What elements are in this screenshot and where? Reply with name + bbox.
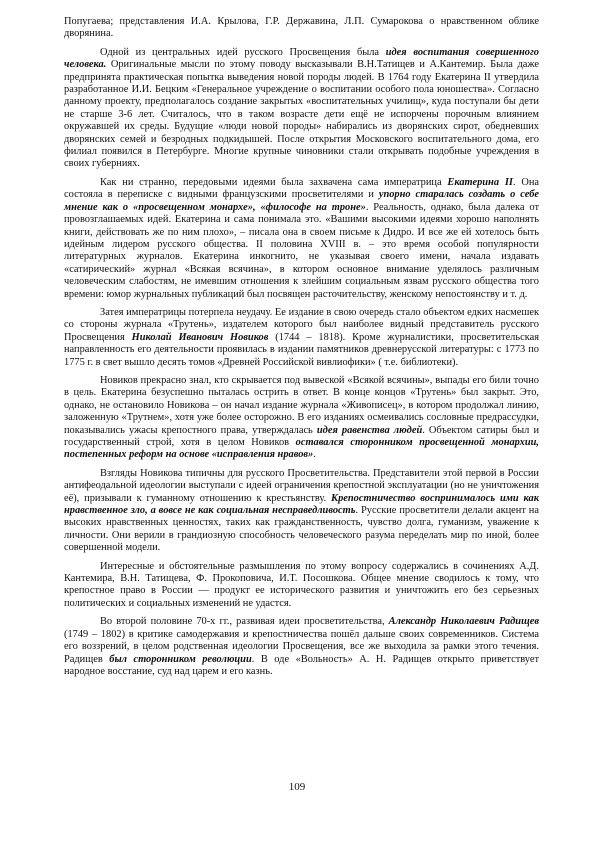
body-text: Одной из центральных идей русского Просвещения была: [100, 46, 386, 58]
paragraph-6: [64, 468, 539, 555]
body-text: (1749 – 1802) в критике самодержавия и крепостничества пошёл дальше своих современников. Система его воззрений, в целом родственная идеологии Просвещения, все же выходила за рамки этого течения. Радищев: [64, 628, 539, 665]
paragraph-7: [64, 561, 539, 611]
body-text: Взгляды Новикова типичны для русского Просветительства. Представители этой первой в России антифеодальной идеологии выступали с идеей ограничения крепостной эксплуатации (но не уничтожения её), призывали к гуманному отношению к крестьянству.: [64, 467, 539, 504]
body-text: Как ни странно, передовыми идеями была захвачена сама императрица: [100, 176, 448, 188]
body-text: . Она состояла в переписке с видными французскими просветителями и: [64, 176, 539, 201]
text-column: [64, 16, 539, 678]
body-text: . Русские просветители делали акцент на высоких нравственных ценностях, таких как гражданственность, чувство долга, гуманизм, уважение к личности. Они верили в грандиозную способность человеческого разума переделать мир по иной, более совершенной модели.: [64, 505, 539, 554]
body-text: Попугаева; представления И.А. Крылова, Г.Р. Державина, Л.П. Сумарокова о нравственном облике дворянина.: [64, 16, 539, 40]
emphasis-text: оставался сторонником просвещенной монархии, постепенных реформ на основе «исправления нравов»: [64, 437, 539, 461]
emphasis-text: Александр Николаевич Радищев: [388, 616, 539, 628]
paragraph-5: [64, 375, 539, 462]
paragraph-3: [64, 177, 539, 301]
emphasis-text: Николай Иванович Новиков: [131, 331, 269, 343]
body-text: Интересные и обстоятельные размышления по этому вопросу содержались в сочинениях А.Д. Кантемира, В.Н. Татищева, Ф. Прокоповича, И.Т. Посошкова. Общее мнение сводилось к тому, что крепостное право в России — продукт ее исторического развития и уничтожить его без серьезных политических и социальных изменений не удастся.: [64, 560, 539, 609]
body-text: . Реальность, однако, была далека от провозглашаемых идей. Екатерина и сама понимала это. «Вашими высокими идеями хорошо наполнять книги, действовать же по ним плохо», – писала она в своем письме к Дидро. И все же ей хотелось быть идейным лидером русского общества. II половина XVIII в. – это время особой популярности литературных журналов. Екатерина инкогнито, не указывая своего имени, начала издавать «сатирический» журнал «Всякая всячина», в котором основное внимание уделялось различным человеческим слабостям, не имевшим отношения к злейшим социальным язвам русского общества того времени: юмор журнальных публикаций был посвящен расточительству, женскому непостоянству и т. д.: [64, 201, 539, 300]
paragraph-1: [64, 16, 539, 41]
body-text: Во второй половине 70-х гг., развивая идеи просветительства,: [100, 616, 389, 628]
paragraph-4: [64, 307, 539, 369]
paragraph-8: [64, 616, 539, 678]
paragraph-2: [64, 47, 539, 171]
body-text: Оригинальные мысли по этому поводу высказывали В.Н.Татищев и А.Кантемир. Была даже предпринята практическая попытка выведения новой породы людей. В 1764 году Екатерина II утвердила разработанное И.И. Бецким «Генеральное учреждение о воспитании особого пола юношества». Согласно данному проекту, предполагалось создание закрытых «воспитательных училищ», куда поступали бы дети не старше 3-6 лет. Считалось, что в таком возрасте дети ещё не испорчены порочным влиянием окружавшей их среды. Будущие «люди новой породы» набирались из дворянских сирот, обедневших дворянских семей и безродных подкидышей. После открытия Московского воспитательного дома, его филиал появился в Петербурге. Многие крупные чиновники стали открывать подобные учреждения в своих губерниях.: [64, 59, 539, 170]
emphasis-text: был сторонником революции: [109, 653, 252, 665]
emphasis-text: идея воспитания совершенного человека.: [64, 46, 539, 71]
emphasis-text: идея равенства людей: [316, 424, 423, 436]
page-number: 109: [288, 781, 306, 793]
body-text: Затея императрицы потерпела неудачу. Ее издание в свою очередь стало объектом едких насмешек со стороны журнала «Трутень», издателем которого был наиболее видный представитель русского Просвещения: [64, 306, 539, 343]
body-text: Новиков прекрасно знал, кто скрывается под вывеской «Всякой всячины», выпады его били точно в цель. Екатерина безуспешно пыталась острить в ответ. В конце концов «Трутень» был закрыт. Это, однако, не остановило Новикова – он начал издание журнала «Живописец», в котором продолжал линию, заложенную «Трутнем», хотя уже более осторожно. В его изданиях осмеивались сословные предрассудки, показывались ужасы крепостного права, утверждалась: [64, 374, 539, 436]
emphasis-text: Екатерина II: [447, 176, 513, 188]
body-text: . В оде «Вольность» А. Н. Радищев открыто приветствует народное восстание, суд над царем и его казнь.: [64, 653, 540, 677]
body-text: .: [313, 449, 316, 461]
emphasis-text: упорно старалась создать о себе мнение как о «просвещенном монархе», «философе на троне»: [64, 189, 539, 213]
body-text: . Объектом сатиры был и государственный строй, хотя в целом Новиков: [64, 424, 540, 448]
body-text: (1744 – 1818). Кроме журналистики, просветительская направленность его деятельности проявилась в издании памятников древнерусской литературы: с 1773 по 1775 г. в свет вышло десять томов «Древней Российской вивлиофики» ( т.е. библиотеки).: [64, 331, 540, 368]
emphasis-text: Крепостничество воспринималось ими как нравственное зло, а вовсе не как социальная несправедливость: [64, 492, 539, 517]
